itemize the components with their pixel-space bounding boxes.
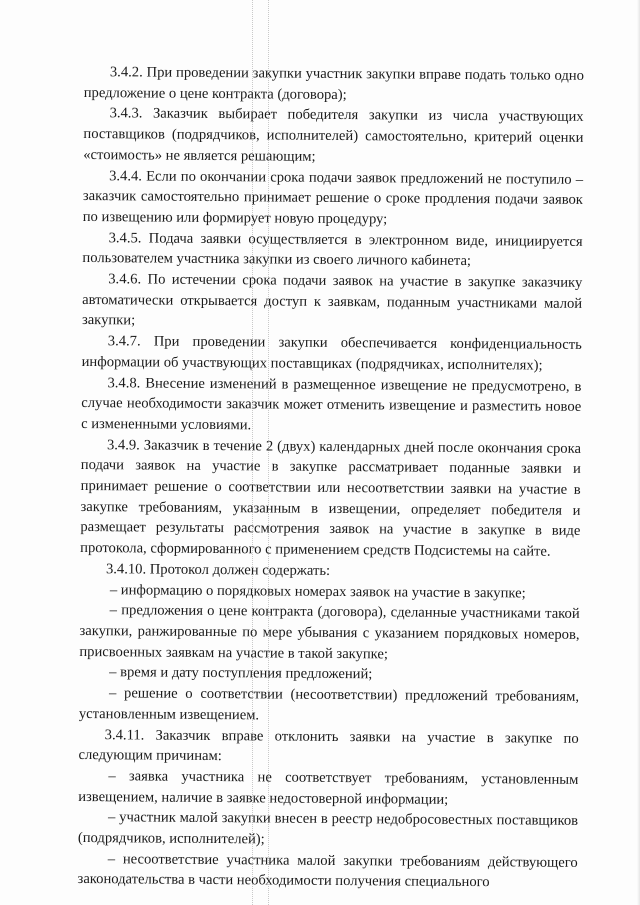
paragraph-3-4-4: 3.4.4. Если по окончании срока подачи заявок предложений не поступило – заказчик самостоятельно принимает решение о сроке продления подачи заявок по извещению или формирует новую процедуру; <box>82 167 584 228</box>
document-body <box>77 62 583 894</box>
paragraph-3-4-2: 3.4.2. При проведении закупки участник закупки вправе подать только одно предложение о цене контракта (договора); <box>83 64 584 103</box>
paragraph-3-4-11: 3.4.11. Заказчик вправе отклонить заявки на участие в закупке по следующим причинам: <box>78 726 579 765</box>
list-item: – решение о соответствии (несоответствии) предложений требованиям, установленным извещением. <box>78 685 580 724</box>
list-item: – предложения о цене контракта (договора), сделанные участниками такой закупки, ранжированные по мере убывания с указанием порядковых номеров, присвоенных заявкам на участие в такой закупке; <box>79 602 580 663</box>
paragraph-3-4-8: 3.4.8. Внесение изменений в размещенное извещение не предусмотрено, в случае необходимости заказчик может отменить извещение и разместить новое с измененными условиями. <box>81 374 582 434</box>
paragraph-3-4-10: 3.4.10. Протокол должен содержать: <box>105 561 331 579</box>
list-item: – несоответствие участника малой закупки требованиям действующего законодательства в части необходимости получения специального <box>77 850 578 891</box>
paragraph-3-4-5: 3.4.5. Подача заявки осуществляется в электронном виде, инициируется пользователем участника закупки из своего личного кабинета; <box>82 229 583 270</box>
paragraph-3-4-6: 3.4.6. По истечении срока подачи заявок на участие в закупке заказчику автоматически открывается доступ к заявкам, поданным участниками малой закупки; <box>81 271 583 329</box>
list-item: – время и дату поступления предложений; <box>109 664 373 683</box>
list-item: – заявка участника не соответствует требованиям, установленным извещением, наличие в заявке недостоверной информации; <box>78 768 579 808</box>
list-item: – информацию о порядковых номерах заявок на участие в закупке; <box>109 581 526 602</box>
paragraph-3-4-9: 3.4.9. Заказчик в течение 2 (двух) календарных дней после окончания срока подачи заявок на участие в закупке рассматривает поданные заявки и принимает решение о соответствии или несоответствии заявки на участие в закупке требованиям, указанным в извещении, определяет победителя и размещает результаты рассмотрения заявок на участие в закупке в виде протокола, сформированного с применением средств Подсистемы на сайте. <box>80 436 582 560</box>
list-item: – участник малой закупки внесен в реестр недобросовестных поставщиков (подрядчиков, исполнителей); <box>77 809 579 848</box>
paragraph-3-4-3: 3.4.3. Заказчик выбирает победителя закупки из числа участвующих поставщиков (подрядчиков, исполнителей) самостоятельно, критерий оценки «стоимость» не является решающим; <box>83 105 584 165</box>
paragraph-3-4-7: 3.4.7. При проведении закупки обеспечивается конфиденциальность информации об участвующих поставщиках (подрядчиках, исполнителях); <box>81 333 582 374</box>
